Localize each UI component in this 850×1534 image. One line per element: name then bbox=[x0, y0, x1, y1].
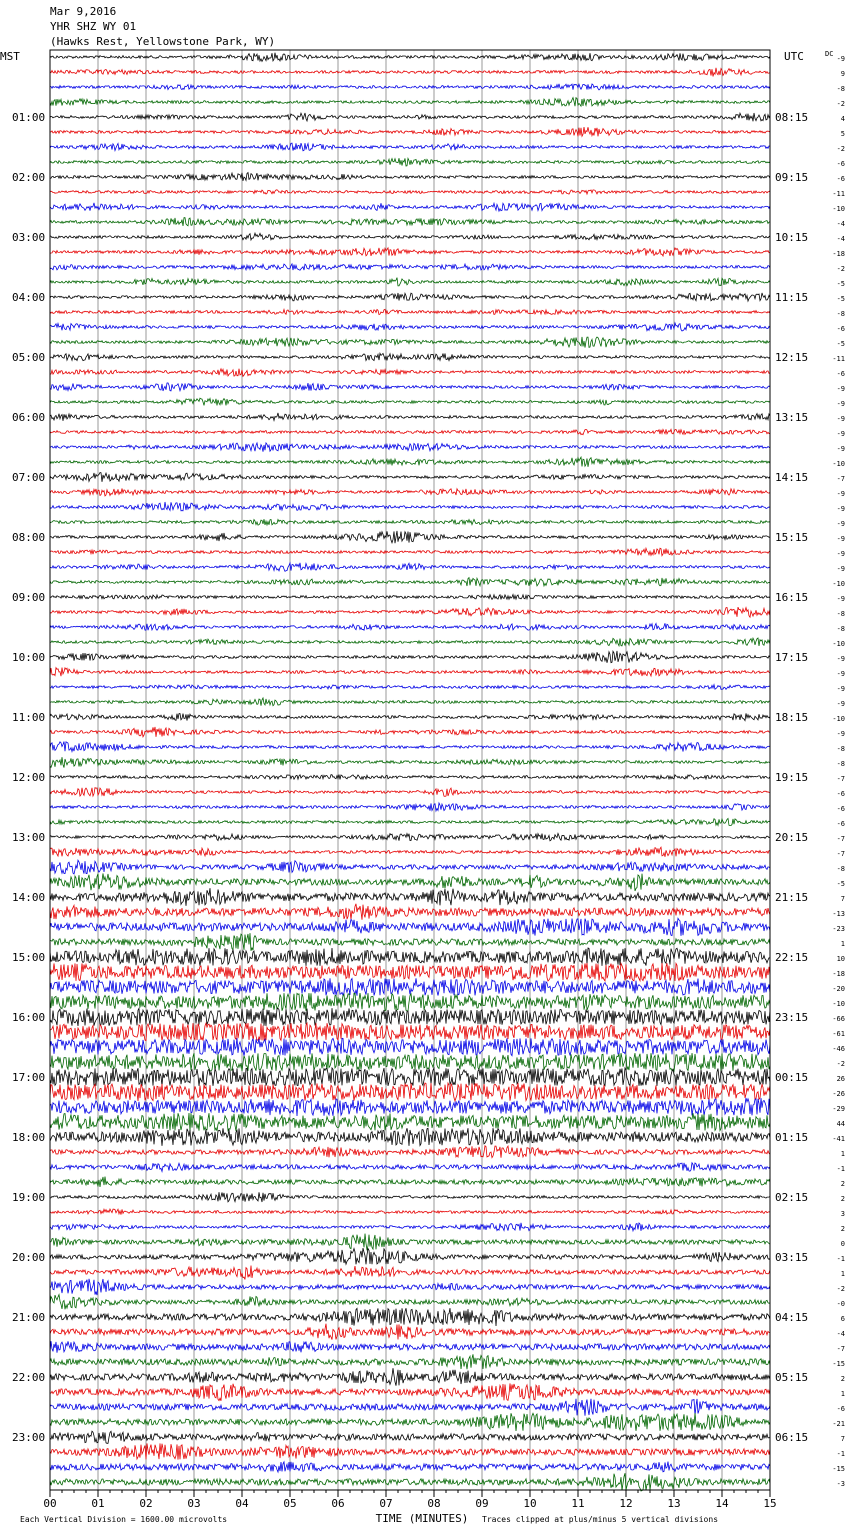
dc-offset-value: 0 bbox=[840, 1240, 845, 1248]
left-time-label: 21:00 bbox=[12, 1311, 46, 1324]
trace-line bbox=[50, 727, 770, 737]
dc-offset-value: -5 bbox=[836, 880, 845, 888]
trace-line bbox=[50, 933, 770, 951]
trace-line bbox=[50, 84, 770, 90]
trace-line bbox=[50, 713, 770, 720]
dc-offset-value: -4 bbox=[836, 1330, 845, 1338]
dc-offset-value: -7 bbox=[836, 835, 845, 843]
dc-offset-value: -9 bbox=[836, 430, 845, 438]
left-time-label: 22:00 bbox=[12, 1371, 46, 1384]
trace-line bbox=[50, 98, 770, 107]
dc-offset-value: -6 bbox=[836, 325, 845, 333]
x-tick-label: 10 bbox=[523, 1497, 537, 1510]
trace-line bbox=[50, 413, 770, 421]
dc-offset-value: 7 bbox=[840, 1435, 845, 1443]
trace-line bbox=[50, 383, 770, 391]
dc-offset-value: 44 bbox=[836, 1120, 845, 1128]
right-time-label: 19:15 bbox=[775, 771, 809, 784]
dc-offset-value: -66 bbox=[832, 1015, 845, 1023]
trace-line bbox=[50, 757, 770, 767]
dc-offset-value: -9 bbox=[836, 655, 845, 663]
dc-offset-value: 10 bbox=[836, 955, 845, 963]
dc-offset-value: 1 bbox=[840, 940, 845, 948]
dc-offset-value: -10 bbox=[832, 580, 845, 588]
x-tick-label: 15 bbox=[763, 1497, 777, 1510]
x-tick-label: 01 bbox=[91, 1497, 105, 1510]
trace-line bbox=[50, 369, 770, 377]
left-time-label: 09:00 bbox=[12, 591, 46, 604]
left-time-label: 04:00 bbox=[12, 291, 46, 304]
trace-line bbox=[50, 337, 770, 348]
trace-line bbox=[50, 473, 770, 482]
trace-line bbox=[50, 127, 770, 136]
trace-line bbox=[50, 548, 770, 556]
right-time-label: 08:15 bbox=[775, 111, 809, 124]
trace-line bbox=[50, 1098, 770, 1116]
x-tick-label: 12 bbox=[619, 1497, 633, 1510]
trace-line bbox=[50, 309, 770, 314]
x-tick-label: 07 bbox=[379, 1497, 393, 1510]
x-axis-ticks bbox=[50, 1490, 770, 1497]
trace-line bbox=[50, 1008, 770, 1026]
right-time-label: 12:15 bbox=[775, 351, 809, 364]
trace-line bbox=[50, 563, 770, 572]
trace-line bbox=[50, 1177, 770, 1187]
trace-line bbox=[50, 531, 770, 543]
dc-offset-value: -7 bbox=[836, 850, 845, 858]
dc-offset-value: -29 bbox=[832, 1105, 845, 1113]
dc-offset-value: -0 bbox=[836, 1300, 845, 1308]
trace-line bbox=[50, 1308, 770, 1326]
trace-line bbox=[50, 1223, 770, 1231]
left-time-label: 10:00 bbox=[12, 651, 46, 664]
dc-offset-value: -26 bbox=[832, 1090, 845, 1098]
dc-offset-value: -8 bbox=[836, 85, 845, 93]
trace-line bbox=[50, 918, 770, 936]
trace-line bbox=[50, 264, 770, 270]
dc-offset-value: -8 bbox=[836, 625, 845, 633]
dc-offset-value: 1 bbox=[840, 1150, 845, 1158]
left-time-label: 13:00 bbox=[12, 831, 46, 844]
dc-offset-value: 5 bbox=[840, 130, 845, 138]
left-time-label: 07:00 bbox=[12, 471, 46, 484]
station-code: YHR SHZ WY 01 bbox=[50, 20, 137, 33]
dc-offset-value: -10 bbox=[832, 640, 845, 648]
dc-offset-value: -9 bbox=[836, 520, 845, 528]
dc-offset-value: 2 bbox=[840, 1195, 845, 1203]
trace-line bbox=[50, 978, 770, 995]
station-location: (Hawks Rest, Yellowstone Park, WY) bbox=[50, 35, 276, 48]
left-time-label: 18:00 bbox=[12, 1131, 46, 1144]
dc-offset-value: 1 bbox=[840, 1270, 845, 1278]
dc-offset-value: -9 bbox=[836, 535, 845, 543]
trace-line bbox=[50, 1248, 770, 1264]
right-time-label: 23:15 bbox=[775, 1011, 809, 1024]
x-tick-label: 11 bbox=[571, 1497, 585, 1510]
trace-line bbox=[50, 1023, 770, 1041]
dc-offset-value: -8 bbox=[836, 865, 845, 873]
dc-offset-value: -10 bbox=[832, 715, 845, 723]
left-time-label: 19:00 bbox=[12, 1191, 46, 1204]
trace-line bbox=[50, 1443, 770, 1459]
dc-offset-value: -2 bbox=[836, 265, 845, 273]
dc-offset-value: -2 bbox=[836, 145, 845, 153]
left-time-label: 16:00 bbox=[12, 1011, 46, 1024]
trace-line bbox=[50, 113, 770, 121]
footer-vertical-division: Each Vertical Division = 1600.00 microvolts bbox=[20, 1515, 228, 1524]
right-time-label: 14:15 bbox=[775, 471, 809, 484]
right-time-label: 06:15 bbox=[775, 1431, 809, 1444]
trace-line bbox=[50, 68, 770, 77]
left-time-label: 03:00 bbox=[12, 231, 46, 244]
dc-offset-value: -18 bbox=[832, 250, 845, 258]
left-time-label: 01:00 bbox=[12, 111, 46, 124]
dc-offset-value: -6 bbox=[836, 790, 845, 798]
footer-clipping-note: Traces clipped at plus/minus 5 vertical divisions bbox=[482, 1515, 719, 1524]
trace-line bbox=[50, 53, 770, 62]
dc-offset-value: -5 bbox=[836, 280, 845, 288]
dc-offset-value: -7 bbox=[836, 775, 845, 783]
x-tick-label: 09 bbox=[475, 1497, 489, 1510]
trace-line bbox=[50, 668, 770, 677]
trace-line bbox=[50, 519, 770, 525]
dc-offset-value: 7 bbox=[840, 895, 845, 903]
right-time-label: 20:15 bbox=[775, 831, 809, 844]
dc-offset-value: -6 bbox=[836, 175, 845, 183]
trace-line bbox=[50, 1473, 770, 1491]
trace-line bbox=[50, 457, 770, 467]
trace-line bbox=[50, 993, 770, 1011]
right-time-label: 11:15 bbox=[775, 291, 809, 304]
right-time-label: 04:15 bbox=[775, 1311, 809, 1324]
trace-line bbox=[50, 638, 770, 646]
trace-line bbox=[50, 1324, 770, 1340]
dc-offset-value: -2 bbox=[836, 1285, 845, 1293]
trace-line bbox=[50, 742, 770, 752]
dc-offset-value: -6 bbox=[836, 805, 845, 813]
trace-line bbox=[50, 607, 770, 617]
trace-line bbox=[50, 1368, 770, 1386]
dc-offset-value: -61 bbox=[832, 1030, 845, 1038]
trace-line bbox=[50, 1354, 770, 1369]
x-axis-title: TIME (MINUTES) bbox=[375, 1512, 469, 1525]
trace-line bbox=[50, 1192, 770, 1202]
dc-offset-value: 4 bbox=[840, 115, 845, 123]
dc-offset-value: -11 bbox=[832, 190, 845, 198]
trace-line bbox=[50, 1083, 770, 1101]
dc-offset-value: -5 bbox=[836, 295, 845, 303]
dc-offset-value: -9 bbox=[836, 490, 845, 498]
right-time-label: 05:15 bbox=[775, 1371, 809, 1384]
x-tick-label: 03 bbox=[187, 1497, 201, 1510]
trace-line bbox=[50, 685, 770, 690]
trace-line bbox=[50, 803, 770, 811]
dc-offset-value: -8 bbox=[836, 745, 845, 753]
trace-line bbox=[50, 489, 770, 496]
trace-line bbox=[50, 173, 770, 181]
seismic-traces bbox=[50, 53, 770, 1491]
right-time-label: 00:15 bbox=[775, 1071, 809, 1084]
right-time-label: 21:15 bbox=[775, 891, 809, 904]
trace-line bbox=[50, 248, 770, 256]
station-date: Mar 9,2016 bbox=[50, 5, 117, 18]
trace-line bbox=[50, 847, 770, 857]
right-time-label: 03:15 bbox=[775, 1251, 809, 1264]
dc-offset-value: -1 bbox=[836, 1255, 845, 1263]
x-tick-label: 13 bbox=[667, 1497, 681, 1510]
trace-line bbox=[50, 502, 770, 511]
right-time-label: 01:15 bbox=[775, 1131, 809, 1144]
right-time-label: 02:15 bbox=[775, 1191, 809, 1204]
dc-offset-value: -9 bbox=[836, 505, 845, 513]
trace-line bbox=[50, 293, 770, 301]
trace-line bbox=[50, 1113, 770, 1131]
trace-line bbox=[50, 833, 770, 840]
trace-line bbox=[50, 1163, 770, 1172]
trace-line bbox=[50, 788, 770, 797]
dc-offset-value: 2 bbox=[840, 1375, 845, 1383]
dc-offset-value: -9 bbox=[836, 565, 845, 573]
dc-offset-value: -13 bbox=[832, 910, 845, 918]
left-time-label: 17:00 bbox=[12, 1071, 46, 1084]
dc-offset-value: -7 bbox=[836, 475, 845, 483]
dc-offset-value: -21 bbox=[832, 1420, 845, 1428]
trace-line bbox=[50, 443, 770, 452]
dc-offset-value: -23 bbox=[832, 925, 845, 933]
trace-line bbox=[50, 1462, 770, 1472]
dc-offset-value: 2 bbox=[840, 1180, 845, 1188]
dc-offset-value: -9 bbox=[836, 385, 845, 393]
trace-line bbox=[50, 1209, 770, 1215]
left-axis-label: MST bbox=[0, 50, 20, 63]
x-tick-label: 00 bbox=[43, 1497, 57, 1510]
dc-offset-value: -15 bbox=[832, 1465, 845, 1473]
left-time-label: 23:00 bbox=[12, 1431, 46, 1444]
dc-offset-value: -8 bbox=[836, 760, 845, 768]
dc-offset-value: -8 bbox=[836, 310, 845, 318]
dc-offset-value: -11 bbox=[832, 355, 845, 363]
trace-line bbox=[50, 904, 770, 920]
dc-offset-value: -15 bbox=[832, 1360, 845, 1368]
left-time-label: 06:00 bbox=[12, 411, 46, 424]
trace-line bbox=[50, 873, 770, 891]
trace-line bbox=[50, 233, 770, 240]
dc-offset-value: -2 bbox=[836, 1060, 845, 1068]
dc-offset-value: -7 bbox=[836, 1345, 845, 1353]
dc-offset-value: -1 bbox=[836, 1450, 845, 1458]
x-tick-label: 08 bbox=[427, 1497, 441, 1510]
dc-offset-value: -1 bbox=[836, 1165, 845, 1173]
trace-line bbox=[50, 323, 770, 331]
trace-line bbox=[50, 819, 770, 826]
trace-line bbox=[50, 278, 770, 286]
left-time-label: 02:00 bbox=[12, 171, 46, 184]
dc-label: DC bbox=[825, 50, 834, 58]
right-time-label: 18:15 bbox=[775, 711, 809, 724]
dc-offset-value: -9 bbox=[836, 445, 845, 453]
dc-offset-value: -18 bbox=[832, 970, 845, 978]
left-time-label: 20:00 bbox=[12, 1251, 46, 1264]
x-tick-label: 14 bbox=[715, 1497, 729, 1510]
x-tick-label: 04 bbox=[235, 1497, 249, 1510]
trace-line bbox=[50, 1038, 770, 1056]
dc-offset-value: -9 bbox=[836, 550, 845, 558]
left-time-label: 11:00 bbox=[12, 711, 46, 724]
trace-line bbox=[50, 775, 770, 780]
dc-offset-value: -9 bbox=[836, 415, 845, 423]
trace-line bbox=[50, 1053, 770, 1071]
dc-offset-value: -9 bbox=[836, 700, 845, 708]
trace-line bbox=[50, 429, 770, 434]
trace-line bbox=[50, 353, 770, 360]
trace-line bbox=[50, 1068, 770, 1086]
right-time-label: 09:15 bbox=[775, 171, 809, 184]
trace-line bbox=[50, 143, 770, 151]
dc-offset-value: -9 bbox=[836, 685, 845, 693]
dc-offset-value: -8 bbox=[836, 610, 845, 618]
dc-offset-value: -6 bbox=[836, 370, 845, 378]
dc-offset-value: -9 bbox=[836, 400, 845, 408]
trace-line bbox=[50, 218, 770, 226]
dc-offset-value: -9 bbox=[836, 55, 845, 63]
trace-line bbox=[50, 1266, 770, 1280]
right-time-label: 17:15 bbox=[775, 651, 809, 664]
right-time-label: 13:15 bbox=[775, 411, 809, 424]
dc-offset-value: -9 bbox=[836, 670, 845, 678]
trace-line bbox=[50, 1413, 770, 1431]
trace-line bbox=[50, 595, 770, 600]
left-time-label: 12:00 bbox=[12, 771, 46, 784]
trace-line bbox=[50, 578, 770, 586]
trace-line bbox=[50, 1383, 770, 1400]
dc-offset-value: 3 bbox=[840, 1210, 845, 1218]
x-tick-label: 02 bbox=[139, 1497, 153, 1510]
right-time-label: 16:15 bbox=[775, 591, 809, 604]
trace-line bbox=[50, 190, 770, 194]
trace-line bbox=[50, 1146, 770, 1158]
trace-line bbox=[50, 203, 770, 211]
left-time-label: 15:00 bbox=[12, 951, 46, 964]
dc-offset-value: -9 bbox=[836, 595, 845, 603]
dc-offset-value: 9 bbox=[840, 70, 845, 78]
dc-offset-value: -4 bbox=[836, 235, 845, 243]
dc-offset-value: -6 bbox=[836, 1405, 845, 1413]
dc-offset-value: -6 bbox=[836, 820, 845, 828]
dc-offset-value: -3 bbox=[836, 1480, 845, 1488]
left-time-label: 14:00 bbox=[12, 891, 46, 904]
dc-offset-value: -46 bbox=[832, 1045, 845, 1053]
trace-line bbox=[50, 1431, 770, 1443]
dc-offset-value: 2 bbox=[840, 1225, 845, 1233]
trace-line bbox=[50, 860, 770, 874]
dc-offset-value: -10 bbox=[832, 205, 845, 213]
x-tick-label: 06 bbox=[331, 1497, 345, 1510]
axis-labels bbox=[0, 50, 845, 1525]
trace-line bbox=[50, 698, 770, 706]
dc-offset-value: -2 bbox=[836, 100, 845, 108]
dc-offset-value: -41 bbox=[832, 1135, 845, 1143]
trace-line bbox=[50, 1341, 770, 1353]
right-time-label: 15:15 bbox=[775, 531, 809, 544]
left-time-label: 08:00 bbox=[12, 531, 46, 544]
x-tick-label: 05 bbox=[283, 1497, 297, 1510]
trace-line bbox=[50, 651, 770, 663]
right-time-label: 10:15 bbox=[775, 231, 809, 244]
trace-line bbox=[50, 1295, 770, 1310]
dc-offset-value: -6 bbox=[836, 160, 845, 168]
trace-line bbox=[50, 1128, 770, 1146]
trace-line bbox=[50, 1279, 770, 1295]
trace-line bbox=[50, 1399, 770, 1416]
dc-offset-value: -4 bbox=[836, 220, 845, 228]
dc-offset-value: -9 bbox=[836, 730, 845, 738]
dc-offset-value: -20 bbox=[832, 985, 845, 993]
trace-line bbox=[50, 623, 770, 630]
left-time-label: 05:00 bbox=[12, 351, 46, 364]
dc-offset-value: -5 bbox=[836, 340, 845, 348]
trace-line bbox=[50, 963, 770, 981]
trace-line bbox=[50, 398, 770, 405]
dc-offset-value: 1 bbox=[840, 1390, 845, 1398]
dc-offset-value: -10 bbox=[832, 1000, 845, 1008]
dc-offset-value: 26 bbox=[836, 1075, 845, 1083]
trace-line bbox=[50, 888, 770, 906]
dc-offset-value: 6 bbox=[840, 1315, 845, 1323]
right-time-label: 22:15 bbox=[775, 951, 809, 964]
right-axis-label: UTC bbox=[784, 50, 804, 63]
dc-offset-value: -10 bbox=[832, 460, 845, 468]
trace-line bbox=[50, 158, 770, 166]
trace-line bbox=[50, 1234, 770, 1251]
